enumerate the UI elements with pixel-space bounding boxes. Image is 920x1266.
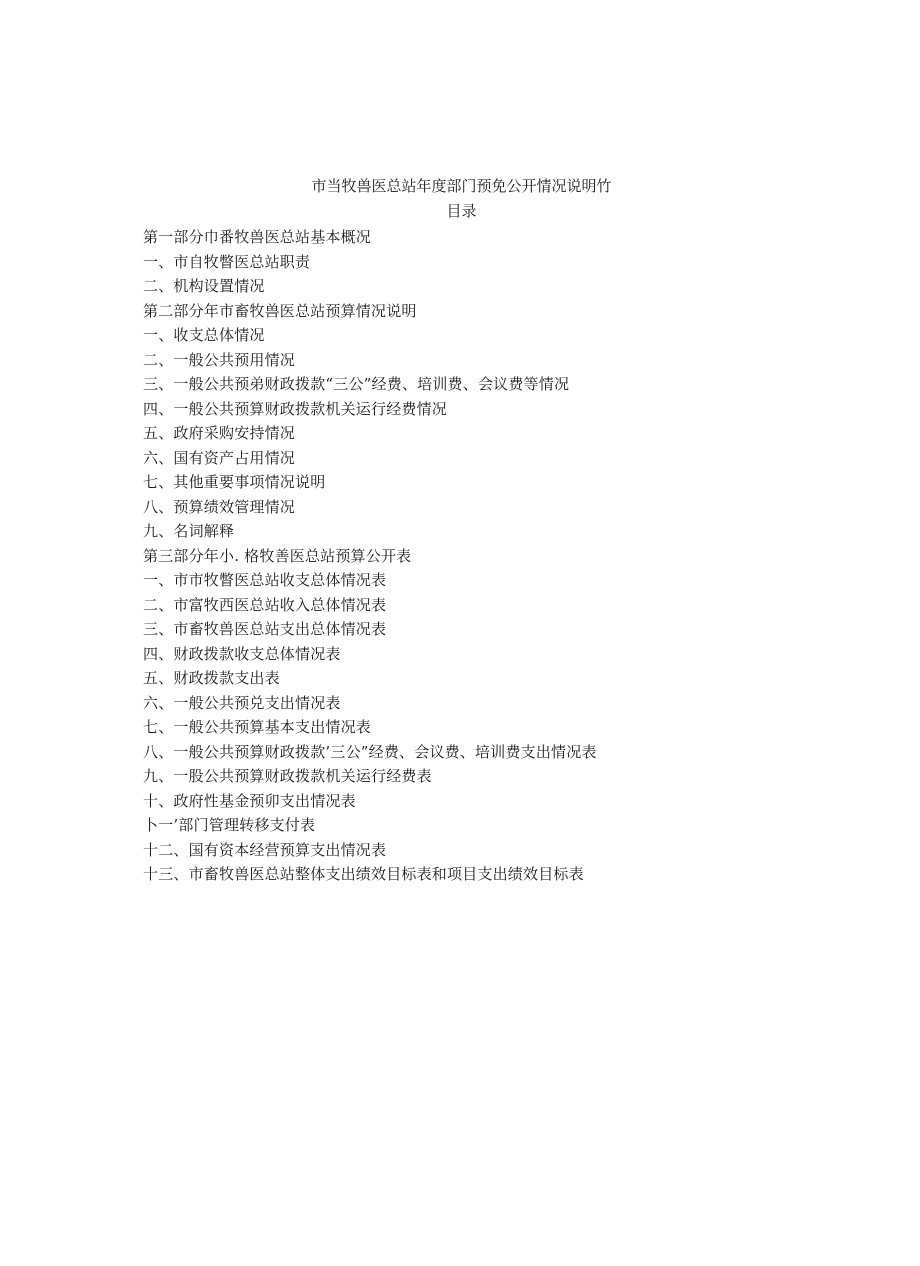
toc-item: 五、财政拨款支出表	[143, 669, 280, 687]
toc-item: 八、预算绩效管理情况	[143, 497, 296, 516]
toc-item: 七、其他重要事项情况说明	[143, 473, 326, 491]
toc-item: 第二部分年市畜牧兽医总站预算情况说明	[143, 301, 417, 320]
toc-item: 三、市畜牧兽医总站支出总体情况表	[143, 620, 387, 638]
table-of-contents	[143, 225, 843, 887]
toc-item: 六、一般公共预兑支出情况表	[143, 693, 341, 712]
toc-item: 七、一般公共预算基本支出情况表	[143, 718, 372, 736]
toc-item: 八、一般公共预算财政拨款’三公”经费、会议费、培训费支出情况表	[143, 742, 597, 761]
toc-item: 第三部分年小. 格牧善医总站预算公开表	[143, 546, 412, 565]
toc-item: 九、一股公共预算财政拨款机关运行经费表	[143, 767, 432, 785]
toc-item: 二、一般公共预用情况	[143, 350, 296, 369]
toc-item: 九、名词解释	[143, 522, 235, 540]
toc-item: 卜一’部门管理转移支付表	[143, 816, 316, 834]
toc-item: 一、收支总体情况	[143, 326, 265, 344]
toc-item: 一、市市牧瞥医总站收支总体情况表	[143, 571, 387, 589]
toc-item: 十、政府性基金预卯支出情况表	[143, 791, 356, 810]
toc-item: 十三、市畜牧兽医总站整体支出绩效目标表和项目支出绩效目标表	[143, 865, 584, 883]
toc-item: 三、一般公共预弟财政拨款“三公”经费、培训费、会议费等情况	[143, 375, 570, 393]
toc-item: 四、一般公共预算财政拨款机关运行经费情况	[143, 399, 448, 418]
toc-item: 十二、国有资本经营预算支出情况表	[143, 840, 387, 859]
toc-item: 一、市自牧瞥医总站职责	[143, 252, 311, 271]
toc-item: 六、国有资产占用情况	[143, 448, 296, 467]
toc-heading: 目录	[446, 202, 477, 220]
toc-item: 第一部分巾番牧兽医总站基本概况	[143, 228, 372, 246]
toc-item: 四、财政拨款收支总体情况表	[143, 644, 341, 663]
toc-item: 二、市富牧西医总站收入总体情况表	[143, 595, 387, 614]
toc-item: 五、政府采购安持情况	[143, 424, 296, 442]
document-title: 市当牧兽医总站年度部门预免公开情况说明竹	[311, 177, 612, 195]
toc-item: 二、机构设置情况	[143, 277, 265, 295]
